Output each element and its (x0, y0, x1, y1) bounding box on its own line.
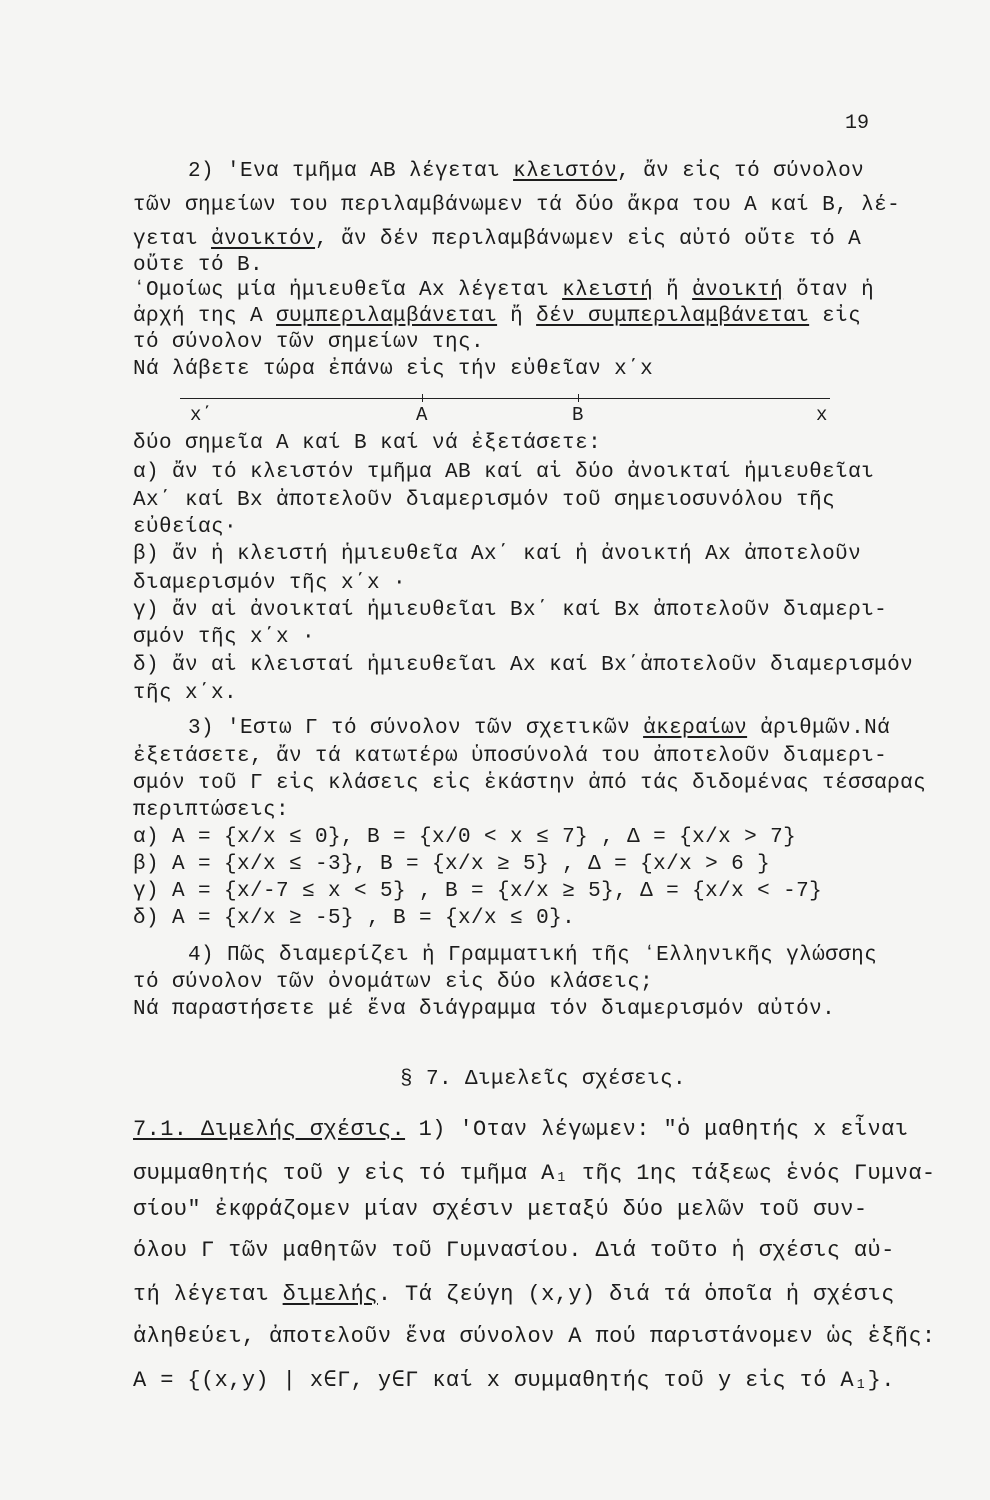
ex4-line-3: Νά παραστήσετε μέ ἕνα διάγραμμα τόν διαμερισμόν αὐτόν. (133, 998, 836, 1021)
ex3-case-d: δ) Α = {x/x ≥ -5} , Β = {x/x ≤ 0}. (133, 907, 576, 930)
s71-line-1 (133, 1117, 908, 1142)
ex4-line-2: τό σύνολον τῶν ὀνομάτων εἰς δύο κλάσεις; (133, 971, 654, 994)
number-line (180, 398, 830, 399)
underlined-term: ἀνοικτή (692, 279, 784, 302)
ex3-line-1 (188, 717, 890, 740)
point-b-tick (578, 394, 579, 402)
ex3-case-a: α) Α = {x/x ≤ 0}, Β = {x/0 < x ≤ 7} , Δ = {x/x > 7} (133, 826, 797, 849)
text: ὅταν ἡ (783, 279, 875, 302)
ex2-line-3 (133, 228, 861, 251)
ex3-case-c: γ) Α = {x/-7 ≤ x < 5} , Β = {x/x ≥ 5}, Δ = {x/x < -7} (133, 880, 823, 903)
text: ʻΟμοίως μία ἡμιευθεῖα Αx λέγεται (133, 279, 563, 302)
ex2-line-6 (133, 305, 861, 328)
ex3-case-b: β) Α = {x/x ≤ -3}, Β = {x/x ≥ 5} , Δ = {x/x > 6 } (133, 853, 771, 876)
s71-line-3: σίου" ἐκφράζομεν μίαν σχέσιν μεταξύ δύο μελῶν τοῦ συν- (133, 1197, 868, 1222)
text: 2) ʹΕνα τμῆμα ΑΒ λέγεται (188, 160, 514, 183)
section-heading: § 7. Διμελεῖς σχέσεις. (400, 1068, 687, 1091)
ex2-line-1 (188, 160, 864, 183)
text: 1) ʹΟταν λέγωμεν: "ὁ μαθητής x εἶναι (405, 1117, 909, 1142)
ex3-line-4: περιπτώσεις: (133, 799, 290, 822)
label-x: x (816, 404, 828, 426)
s71-line-6: ἀληθεύει, ἀποτελοῦν ἕνα σύνολον Α πού παριστάνομεν ὡς ἑξῆς: (133, 1324, 936, 1349)
page-number: 19 (845, 112, 870, 135)
ex2b-line-7: γ) ἄν αἱ ἀνοικταί ἡμιευθεῖαι Βx΄ καί Βx ἀποτελοῦν διαμερι- (133, 599, 888, 622)
s71-line-2: συμμαθητής τοῦ y εἰς τό τμῆμα Α₁ τῆς 1ης τάξεως ἑνός Γυμνα- (133, 1161, 936, 1186)
text: γεται (133, 228, 212, 251)
ex3-line-3: σμόν τοῦ Γ εἰς κλάσεις εἰς ἑκάστην ἀπό τάς διδομένας τέσσαρας (133, 772, 927, 795)
ex2b-line-5: β) ἄν ἡ κλειστή ἡμιευθεῖα Αx΄ καί ἡ ἀνοικτή Αx ἀποτελοῦν (133, 543, 862, 566)
ex2b-line-3: Αx΄ καί Βx ἀποτελοῦν διαμερισμόν τοῦ σημειοσυνόλου τῆς (133, 489, 836, 512)
ex2b-line-9: δ) ἄν αἱ κλεισταί ἡμιευθεῖαι Αx καί Βx΄ἀποτελοῦν διαμερισμόν (133, 654, 914, 677)
text: 3) ʹΕστω Γ τό σύνολον τῶν σχετικῶν (188, 717, 644, 740)
text: , ἄν εἰς τό σύνολον (617, 160, 865, 183)
underlined-term: διμελής (282, 1282, 378, 1307)
underlined-term: κλειστόν (513, 160, 618, 183)
ex2b-line-1: δύο σημεῖα Α καί Β καί νά ἐξετάσετε: (133, 432, 602, 455)
ex2-line-8: Νά λάβετε τώρα ἐπάνω εἰς τήν εὐθεῖαν x΄x (133, 358, 654, 381)
label-a: Α (416, 404, 428, 426)
text: εἰς (809, 305, 862, 328)
label-b: Β (572, 404, 584, 426)
point-a-tick (422, 394, 423, 402)
ex3-line-2: ἐξετάσετε, ἄν τά κατωτέρω ὑποσύνολά του ἀποτελοῦν διαμερι- (133, 745, 888, 768)
ex2-line-4: οὔτε τό Β. (133, 254, 264, 277)
ex2b-line-2: α) ἄν τό κλειστόν τμῆμα ΑΒ καί αἱ δύο ἀνοικταί ἡμιευθεῖαι (133, 461, 875, 484)
s71-line-5 (133, 1282, 895, 1307)
text: , ἄν δέν περιλαμβάνωμεν εἰς αὐτό οὔτε τό Α (315, 228, 862, 251)
ex2b-line-6: διαμερισμόν τῆς x΄x · (133, 572, 407, 595)
text: ἤ (497, 305, 537, 328)
underlined-term: δέν συμπεριλαμβάνεται (536, 305, 810, 328)
s71-formula: Α = {(x,y) | x∈Γ, y∈Γ καί x συμμαθητής τοῦ y εἰς τό Α₁}. (133, 1368, 895, 1393)
ex2b-line-10: τῆς x΄x. (133, 682, 238, 705)
ex2-line-5 (133, 279, 874, 302)
underlined-term: ἀκεραίων (643, 717, 748, 740)
ex4-line-1: 4) Πῶς διαμερίζει ἡ Γραμματική τῆς ʻΕλληνικῆς γλώσσης (188, 944, 878, 967)
underlined-term: συμπεριλαμβάνεται (276, 305, 498, 328)
text: ἀρχή της Α (133, 305, 277, 328)
ex2-line-7: τό σύνολον τῶν σημείων της. (133, 331, 485, 354)
label-x-prime: x΄ (190, 404, 213, 426)
subsection-title: 7.1. Διμελής σχέσις. (133, 1117, 406, 1142)
ex2-line-2: τῶν σημείων του περιλαμβάνωμεν τά δύο ἄκρα του Α καί Β, λέ- (133, 194, 901, 217)
ex2b-line-4: εὐθείας· (133, 516, 238, 539)
text: . Τά ζεύγη (x,y) διά τά ὁποῖα ἡ σχέσις (377, 1282, 895, 1307)
underlined-term: ἀνοικτόν (211, 228, 316, 251)
ex2b-line-8: σμόν τῆς x΄x · (133, 626, 316, 649)
text: ἀριθμῶν.Νά (747, 717, 891, 740)
text: τή λέγεται (133, 1282, 283, 1307)
text: ἤ (653, 279, 693, 302)
underlined-term: κλειστή (562, 279, 654, 302)
s71-line-4: όλου Γ τῶν μαθητῶν τοῦ Γυμνασίου. Διά τοῦτο ἡ σχέσις αὐ- (133, 1238, 895, 1263)
